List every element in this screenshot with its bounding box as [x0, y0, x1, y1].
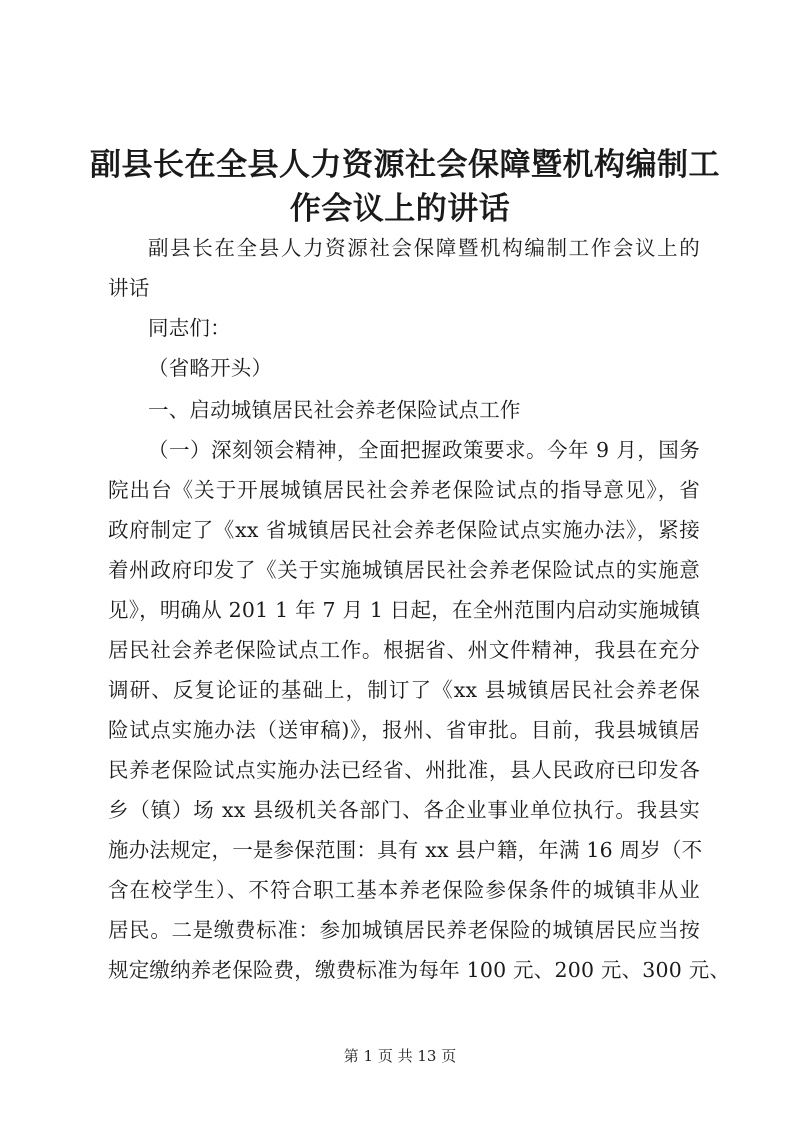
paragraph-line: 居民社会养老保险试点工作。根据省、州文件精神，我县在充分	[108, 638, 700, 662]
paragraph-line: 调研、反复论证的基础上，制订了《xx 县城镇居民社会养老保	[108, 678, 700, 702]
paragraph-line: 见》，明确从 201 1 年 7 月 1 日起，在全州范围内启动实施城镇	[108, 598, 701, 622]
section-heading: 一、启动城镇居民社会养老保险试点工作	[148, 398, 521, 422]
paragraph-line: 同志们：	[148, 316, 231, 340]
paragraph-line: 险试点实施办法（送审稿)》，报州、省审批。目前，我县城镇居	[108, 718, 700, 742]
paragraph-line: 讲话	[108, 276, 150, 300]
page-number-footer: 第 1 页 共 13 页	[343, 1047, 457, 1065]
paragraph-line: 政府制定了《xx 省城镇居民社会养老保险试点实施办法》，紧接	[108, 518, 700, 542]
paragraph-line: 着州政府印发了《关于实施城镇居民社会养老保险试点的实施意	[108, 558, 700, 582]
paragraph-line: 乡（镇）场 xx 县级机关各部门、各企业事业单位执行。我县实	[108, 798, 700, 822]
paragraph-line: 含在校学生）、不符合职工基本养老保险参保条件的城镇非从业	[108, 878, 700, 902]
paragraph-line: 院出台《关于开展城镇居民社会养老保险试点的指导意见》，省	[108, 478, 700, 502]
paragraph-line: 居民。二是缴费标准：参加城镇居民养老保险的城镇居民应当按	[108, 918, 700, 942]
paragraph-line: 民养老保险试点实施办法已经省、州批准，县人民政府已印发各	[108, 758, 700, 782]
paragraph-line: 规定缴纳养老保险费，缴费标准为每年 100 元、200 元、300 元、	[108, 958, 731, 982]
paragraph-line: （一）深刻领会精神，全面把握政策要求。今年 9 月，国务	[148, 438, 700, 462]
paragraph-line: 施办法规定，一是参保范围：具有 xx 县户籍，年满 16 周岁（不	[108, 838, 703, 862]
paragraph-line: 副县长在全县人力资源社会保障暨机构编制工作会议上的	[148, 236, 700, 260]
paragraph-line: （省略开头）	[148, 356, 273, 380]
document-title-line-2: 作会议上的讲话	[289, 191, 511, 227]
document-title-line-1: 副县长在全县人力资源社会保障暨机构编制工	[90, 147, 720, 183]
